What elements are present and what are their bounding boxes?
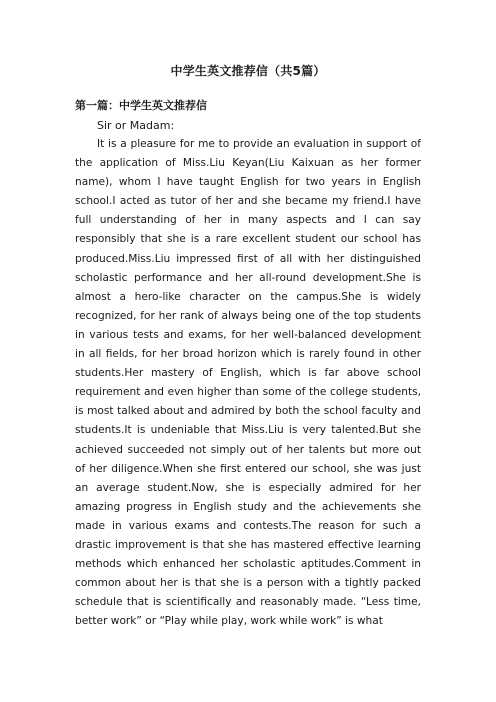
salutation: Sir or Madam:	[97, 119, 175, 132]
document-title: 中学生英文推荐信（共5篇）	[170, 64, 326, 78]
section-heading: 第一篇：中学生英文推荐信	[75, 99, 207, 112]
body-paragraph: It is a pleasure for me to provide an evaluation in support of the application of Miss.Liu Keyan(Liu Kaixuan as her former name), whom I have taught English for two years in English school.I acted as tutor of her and she became my friend.I have full understanding of her in many aspects and I can say responsibly that she is a rare excellent student our school has produced.Miss.Liu impressed first of all with her distinguished scholastic performance and her all-round development.She is almost a hero-like character on the campus.She is widely recognized, for her rank of always being one of the top students in various tests and exams, for her well-balanced development in all fields, for her broad horizon which is rarely found in other students.Her mastery of English, which is far above school requirement and even higher than some of the college students, is most talked about and admired by both the school faculty and students.It is undeniable that Miss.Liu is very talented.But she achieved succeeded not simply out of her talents but more out of her diligence.When she first entered our school, she was just an average student.Now, she is especially admired for her amazing progress in English study and the achievements she made in various exams and contests.The reason for such a drastic improvement is that she has mastered effective learning methods which enhanced her scholastic aptitudes.Comment in common about her is that she is a person with a tightly packed schedule that is scientifically and reasonably made. “Less time, better work” or “Play while play, work while work” is what	[75, 138, 421, 628]
